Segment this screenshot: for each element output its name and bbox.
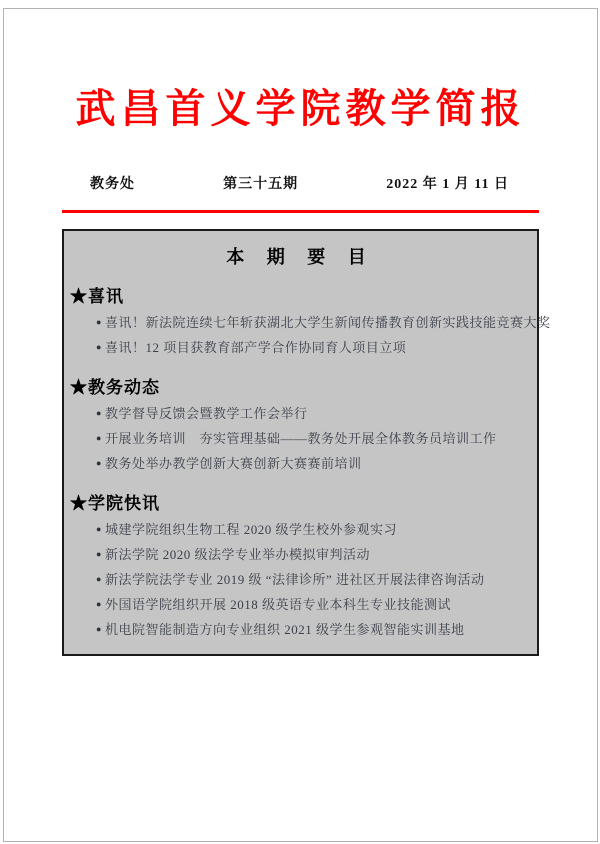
issue-info-row [4,173,597,193]
college-news-item-list [70,517,531,642]
bullet-icon: ● [96,458,102,468]
section-title-academic-affairs: ★教务动态 [70,378,160,397]
bullet-icon: ● [96,317,102,327]
bullet-icon: ● [96,433,102,443]
item-text: 教务处举办教学创新大赛创新大赛赛前培训 [104,456,362,471]
section-good-news [70,282,551,360]
issue-date: 2022 年 1 月 11 日 [386,177,509,192]
issuing-department: 教务处 [90,177,135,192]
section-title-good-news: ★喜讯 [70,287,124,306]
section-academic-affairs [70,373,531,476]
bullet-icon: ● [96,599,102,609]
divider-rule [62,210,539,213]
list-item [96,617,531,642]
bullet-icon: ● [96,574,102,584]
list-item [96,401,531,426]
bullet-icon: ● [96,524,102,534]
item-text: 喜讯！12 项目获教育部产学合作协同育人项目立项 [104,340,407,355]
bullet-icon: ● [96,342,102,352]
document-page [3,8,598,842]
contents-box [62,229,551,656]
item-text: 开展业务培训 夯实管理基础——教务处开展全体教务员培训工作 [104,431,497,446]
list-item [96,426,531,451]
item-text: 新法学院 2020 级法学专业举办模拟审判活动 [104,547,370,562]
list-item [96,451,531,476]
item-text: 城建学院组织生物工程 2020 级学生校外参观实习 [104,522,397,537]
item-text: 机电院智能制造方向专业组织 2021 级学生参观智能实训基地 [104,622,465,637]
bullet-icon: ● [96,624,102,634]
list-item [96,567,531,592]
issue-number: 第三十五期 [223,177,299,192]
bullet-icon: ● [96,408,102,418]
academic-affairs-item-list [70,401,531,476]
item-text: 新法学院法学专业 2019 级 “法律诊所” 进社区开展法律咨询活动 [104,572,485,587]
contents-heading: 本 期 要 目 [226,247,375,267]
list-item [96,592,531,617]
item-text: 外国语学院组织开展 2018 级英语专业本科生专业技能测试 [104,597,451,612]
list-item [96,310,551,335]
item-text: 教学督导反馈会暨教学工作会举行 [104,406,308,421]
list-item [96,335,531,360]
bulletin-title: 武昌首义学院教学简报 [75,86,526,131]
item-text: 喜讯！新法院连续七年斩获湖北大学生新闻传播教育创新实践技能竞赛大奖 [104,315,551,330]
list-item [96,517,531,542]
bullet-icon: ● [96,549,102,559]
list-item [96,542,531,567]
good-news-item-list [70,310,551,360]
section-college-news [70,489,531,642]
section-title-college-news: ★学院快讯 [70,494,160,513]
